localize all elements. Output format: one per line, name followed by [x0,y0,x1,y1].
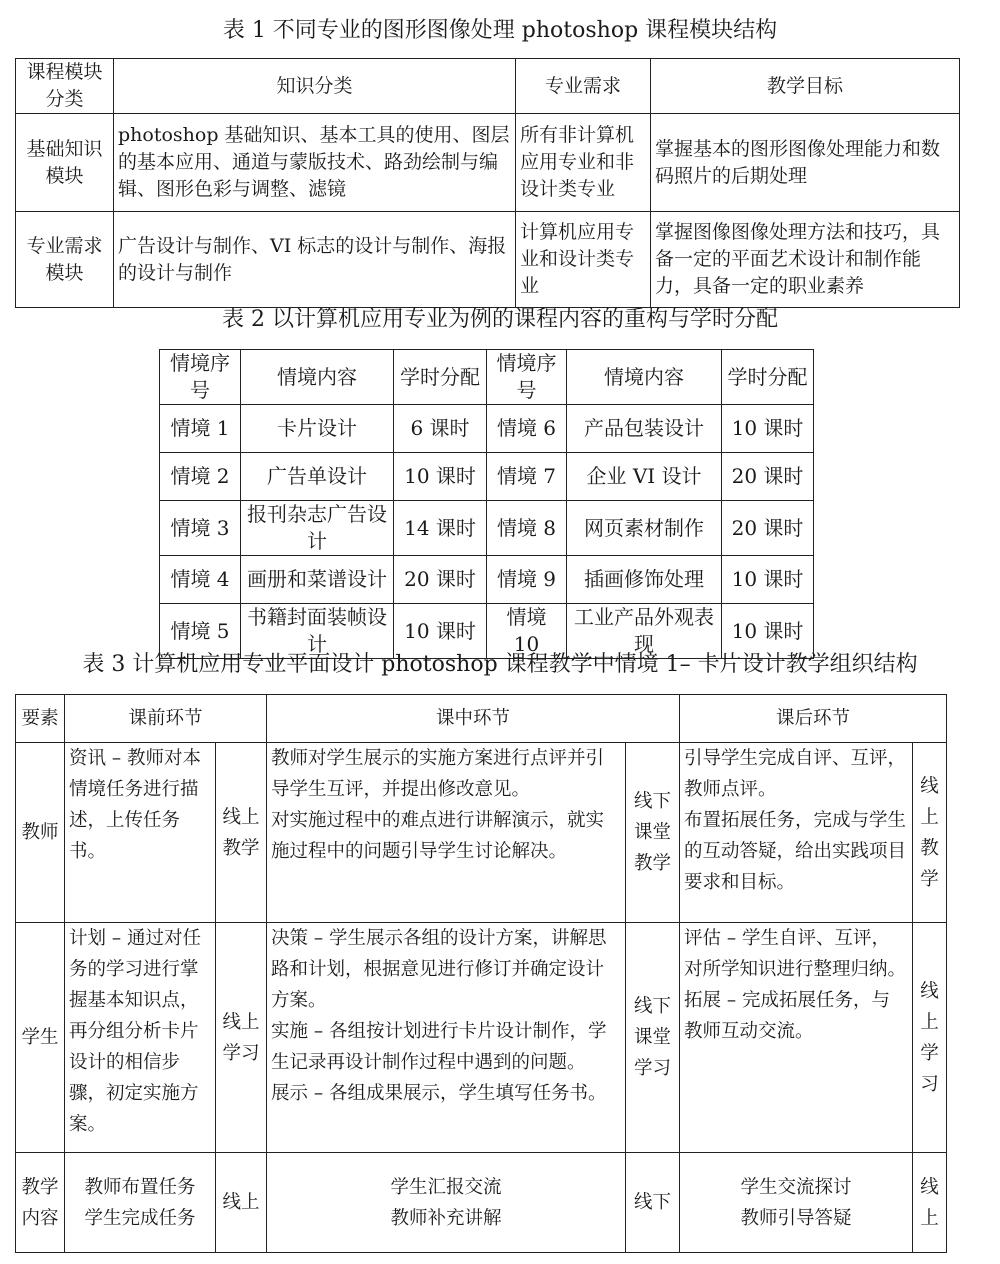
table2-cell: 画册和菜谱设计 [241,556,394,604]
table3-caption: 表 3 计算机应用专业平面设计 photoshop 课程教学中情境 1– 卡片设计教学组织结构 [82,652,918,677]
table2-header-cell: 情境序号 [160,350,241,405]
table2-cell: 10 课时 [722,405,814,453]
table2-cell: 14 课时 [394,501,487,556]
table2-cell: 情境 6 [487,405,567,453]
table2-cell: 产品包装设计 [567,405,722,453]
table3-row-teacher [16,743,947,923]
table3-cell: 决策 – 学生展示各组的设计方案，讲解思路和计划，根据意见进行修订并确定设计方案。 实施 – 各组按计划进行卡片设计制作，学生记录再设计制作过程中遇到的问题。 展示 – 各组成果展示，学生填写任务书。 [267,923,626,1153]
table3-mode-cell: 线上学习 [216,923,267,1153]
table3-mode-cell: 线上教学 [216,743,267,923]
table3-row-label: 学生 [16,923,65,1153]
table3-row-student [16,923,947,1153]
table2-cell: 情境 1 [160,405,241,453]
table1-cell: 计算机应用专业和设计类专业 [516,212,651,308]
table3-cell: 学生汇报交流 教师补充讲解 [267,1153,626,1253]
table3-mode-cell: 线下课堂教学 [626,743,680,923]
table2 [159,349,814,659]
table1-cell: 广告设计与制作、VI 标志的设计与制作、海报的设计与制作 [114,212,516,308]
table3-header-row [16,695,947,743]
table3-header-cell: 课中环节 [267,695,680,743]
table3-row-content [16,1153,947,1253]
table2-header-cell: 情境内容 [567,350,722,405]
table3-row-label: 教学内容 [16,1153,65,1253]
table2-header-cell: 情境内容 [241,350,394,405]
table1-cell: photoshop 基础知识、基本工具的使用、图层的基本应用、通道与蒙版技术、路劲绘制与编辑、图形色彩与调整、滤镜 [114,114,516,212]
table2-cell: 情境 9 [487,556,567,604]
table1-cell: 基础知识模块 [16,114,114,212]
table2-cell: 书籍封面装帧设计 [241,604,394,659]
table3 [15,694,947,1253]
table2-cell: 插画修饰处理 [567,556,722,604]
table1-cell: 所有非计算机应用专业和非设计类专业 [516,114,651,212]
table3-mode-cell: 线下课堂学习 [626,923,680,1153]
table1-header-cell: 知识分类 [114,59,516,114]
table1-row [16,114,960,212]
table1-header-cell: 课程模块分类 [16,59,114,114]
table3-mode-cell: 线上教学 [913,743,947,923]
table2-cell: 卡片设计 [241,405,394,453]
table2-header-cell: 学时分配 [722,350,814,405]
table3-header-cell: 课前环节 [65,695,267,743]
table2-cell: 企业 VI 设计 [567,453,722,501]
table3-header-cell: 要素 [16,695,65,743]
table1-header-cell: 专业需求 [516,59,651,114]
table1-cell: 掌握图像图像处理方法和技巧，具备一定的平面艺术设计和制作能力，具备一定的职业素养 [651,212,960,308]
table2-cell: 情境 4 [160,556,241,604]
table2-row [160,453,814,501]
table2-cell: 10 课时 [722,556,814,604]
table1-caption: 表 1 不同专业的图形图像处理 photoshop 课程模块结构 [222,18,778,43]
table3-cell: 资讯 – 教师对本情境任务进行描述，上传任务书。 [65,743,216,923]
table2-cell: 网页素材制作 [567,501,722,556]
table3-cell: 计划 – 通过对任务的学习进行掌握基本知识点，再分组分析卡片设计的相信步骤，初定实施方案。 [65,923,216,1153]
table3-row-label: 教师 [16,743,65,923]
table2-cell: 20 课时 [722,501,814,556]
table1-header-row [16,59,960,114]
table2-cell: 报刊杂志广告设计 [241,501,394,556]
table2-cell: 10 课时 [722,604,814,659]
table2-caption: 表 2 以计算机应用专业为例的课程内容的重构与学时分配 [222,307,778,332]
table1-header-cell: 教学目标 [651,59,960,114]
table2-row [160,405,814,453]
table2-header-cell: 情境序号 [487,350,567,405]
table3-mode-cell: 线上 [913,1153,947,1253]
table3-cell: 引导学生完成自评、互评，教师点评。 布置拓展任务，完成与学生的互动答疑，给出实践项目要求和目标。 [680,743,913,923]
table3-cell: 教师对学生展示的实施方案进行点评并引导学生互评，并提出修改意见。 对实施过程中的难点进行讲解演示，就实施过程中的问题引导学生讨论解决。 [267,743,626,923]
table3-cell: 教师布置任务 学生完成任务 [65,1153,216,1253]
table3-cell: 评估 – 学生自评、互评，对所学知识进行整理归纳。 拓展 – 完成拓展任务，与教师互动交流。 [680,923,913,1153]
table2-cell: 10 课时 [394,453,487,501]
table2-cell: 情境 2 [160,453,241,501]
table2-cell: 20 课时 [394,556,487,604]
table2-cell: 情境 3 [160,501,241,556]
table1-cell: 掌握基本的图形图像处理能力和数码照片的后期处理 [651,114,960,212]
table2-cell: 6 课时 [394,405,487,453]
table2-header-cell: 学时分配 [394,350,487,405]
table3-cell: 学生交流探讨 教师引导答疑 [680,1153,913,1253]
table3-header-cell: 课后环节 [680,695,947,743]
table2-row [160,556,814,604]
table2-cell: 广告单设计 [241,453,394,501]
table1 [15,58,960,308]
table2-header-row [160,350,814,405]
table3-mode-cell: 线上 [216,1153,267,1253]
table2-cell: 情境 7 [487,453,567,501]
table2-cell: 工业产品外观表现 [567,604,722,659]
table3-mode-cell: 线下 [626,1153,680,1253]
table2-cell: 情境 8 [487,501,567,556]
table2-row [160,501,814,556]
table2-cell: 情境 5 [160,604,241,659]
table1-cell: 专业需求模块 [16,212,114,308]
table2-cell: 10 课时 [394,604,487,659]
table1-row [16,212,960,308]
table2-cell: 情境 10 [487,604,567,659]
table3-mode-cell: 线上学习 [913,923,947,1153]
table2-cell: 20 课时 [722,453,814,501]
